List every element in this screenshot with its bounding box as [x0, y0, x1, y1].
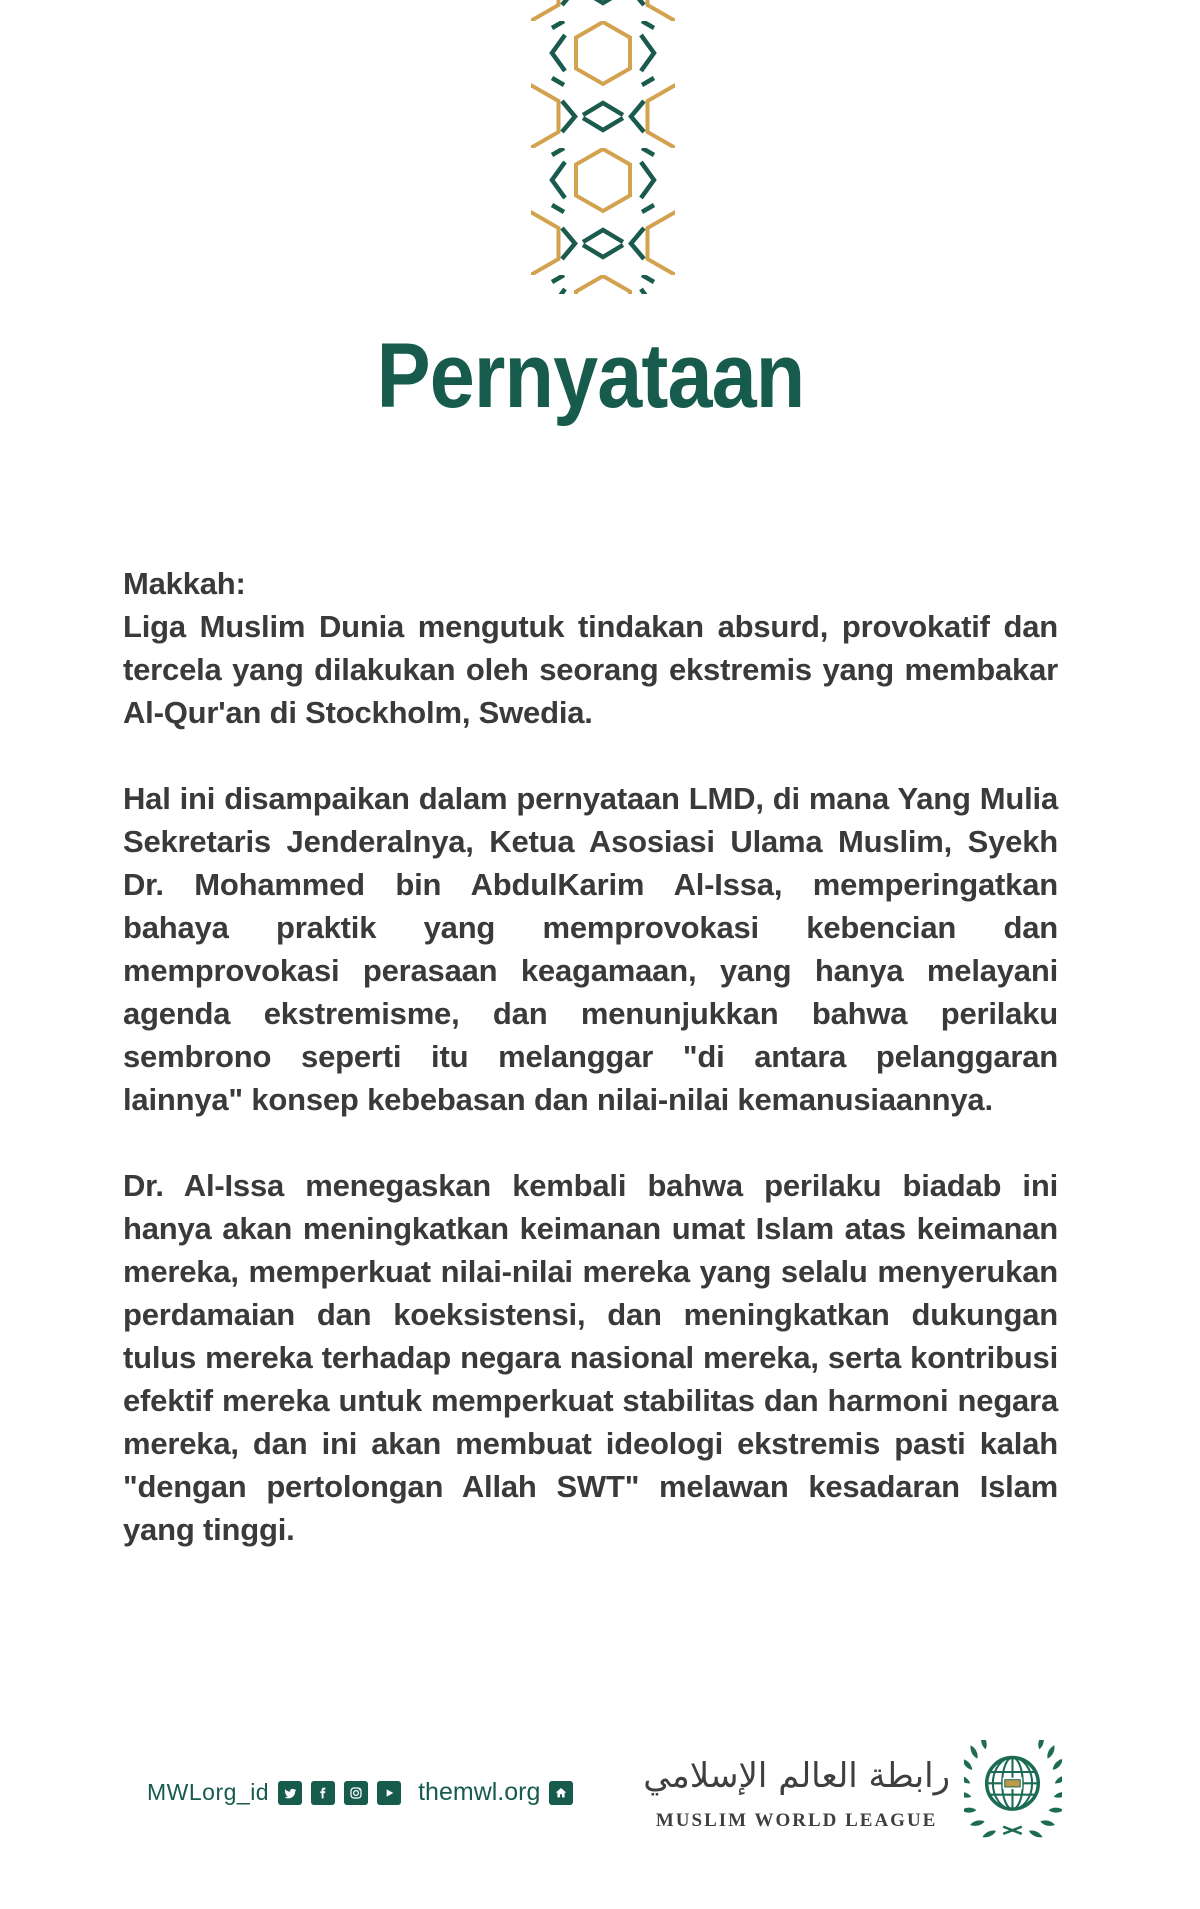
paragraph-2: Hal ini disampaikan dalam pernyataan LMD, di mana Yang Mulia Sekretaris Jenderalnya, Ketua Asosiasi Ulama Muslim, Syekh Dr. Mohammed bin AbdulKarim Al-Issa, memperingatkan bahaya praktik yang memprovokasi kebencian dan memprovokasi perasaan keagamaan, yang hanya melayani agenda ekstremisme, dan menunjukkan bahwa perilaku sembrono seperti itu melanggar "di antara pelanggaran lainnya" konsep kebebasan dan nilai-nilai kemanusiaannya.	[123, 781, 1058, 1117]
geometric-pattern	[531, 0, 675, 294]
mwl-logo-text	[643, 1746, 950, 1832]
youtube-icon[interactable]	[377, 1781, 401, 1805]
website-link[interactable]: themwl.org	[418, 1778, 541, 1806]
mwl-logo	[643, 1740, 1062, 1838]
statement-body	[123, 562, 1058, 1551]
social-handle: MWLorg_id	[147, 1779, 270, 1805]
footer-social-bar	[147, 1778, 573, 1807]
paragraph-1: Liga Muslim Dunia mengutuk tindakan absurd, provokatif dan tercela yang dilakukan oleh seorang ekstremis yang membakar Al-Qur'an di Stockholm, Swedia.	[123, 609, 1058, 730]
home-icon[interactable]	[549, 1781, 573, 1805]
dateline: Makkah:	[123, 566, 246, 601]
mwl-arabic-name: رابطة العالم الإسلامي	[643, 1756, 950, 1796]
facebook-icon[interactable]	[311, 1781, 335, 1805]
instagram-icon[interactable]	[344, 1781, 368, 1805]
mwl-emblem-icon	[964, 1740, 1062, 1838]
mwl-english-name: MUSLIM WORLD LEAGUE	[655, 1810, 938, 1831]
twitter-icon[interactable]	[278, 1781, 302, 1805]
page-title: Pernyataan	[376, 325, 805, 427]
paragraph-3: Dr. Al-Issa menegaskan kembali bahwa perilaku biadab ini hanya akan meningkatkan keimanan umat Islam atas keimanan mereka, memperkuat nilai-nilai mereka yang selalu menyerukan perdamaian dan koeksistensi, dan meningkatkan dukungan tulus mereka terhadap negara nasional mereka, serta kontribusi efektif mereka untuk memperkuat stabilitas dan harmoni negara mereka, dan ini akan membuat ideologi ekstremis pasti kalah "dengan pertolongan Allah SWT" melawan kesadaran Islam yang tinggi.	[123, 1168, 1058, 1547]
